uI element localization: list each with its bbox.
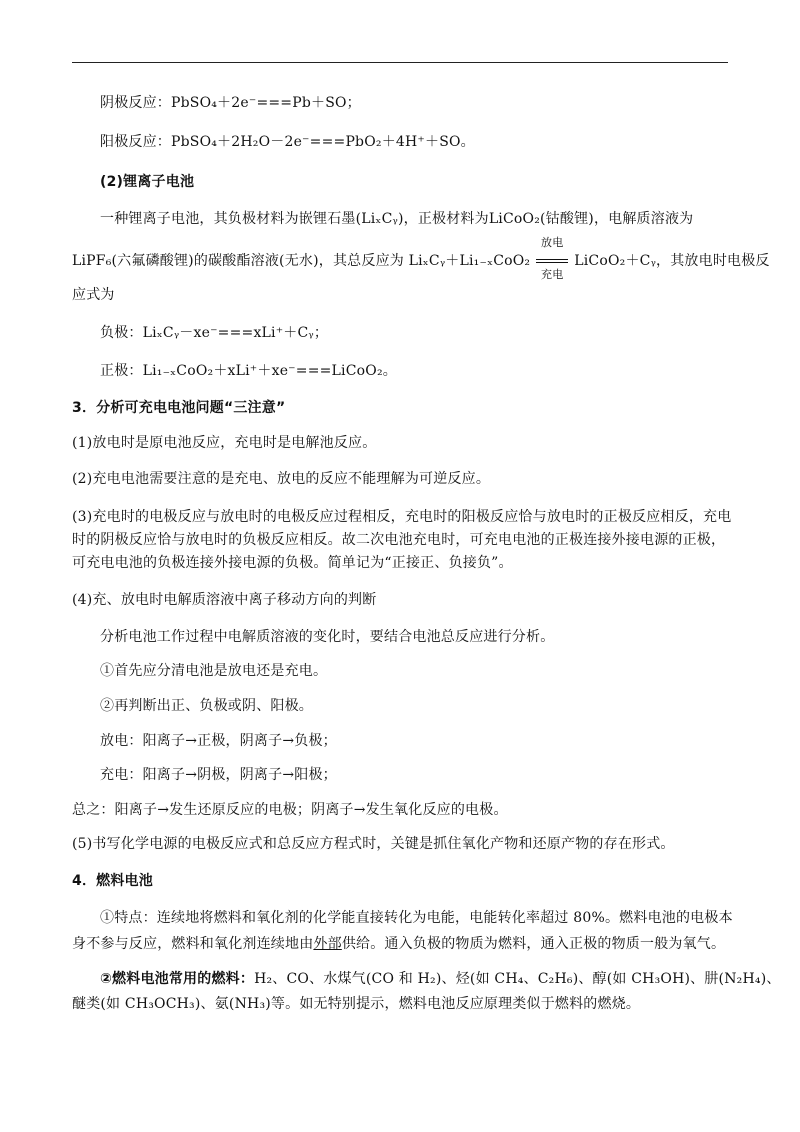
text-line: 可充电电池的负极连接外接电源的负极。简单记为“正接正、负接负”。 (72, 555, 513, 571)
text-line: 分析电池工作过程中电解质溶液的变化时，要结合电池总反应进行分析。 (100, 629, 555, 645)
header-rule (72, 62, 728, 63)
text-line: (5)书写化学电源的电极反应式和总反应方程式时，关键是抓住氧化产物和还原产物的存在形式。 (72, 836, 675, 852)
text-line: (3)充电时的电极反应与放电时的电极反应过程相反，充电时的阳极反应恰与放电时的正极反应相反，充电 (72, 509, 732, 525)
subheading: (2)锂离子电池 (100, 174, 195, 190)
arrow-label-bottom: 充电 (541, 268, 564, 281)
text-line: (4)充、放电时电解质溶液中离子移动方向的判断 (72, 592, 377, 608)
text-segment: 身不参与反应，燃料和氧化剂连续地由 (72, 936, 314, 952)
text-line: 放电：阳离子→正极，阴离子→负极； (100, 733, 337, 749)
bold-lead: ②燃料电池常用的燃料： (100, 971, 255, 987)
text-segment: LiCoO₂＋Cᵧ，其放电时电极反 (574, 253, 770, 269)
text-line: 总之：阳离子→发生还原反应的电极；阴离子→发生氧化反应的电极。 (72, 802, 508, 818)
section-heading: 3．分析可充电电池问题“三注意” (72, 400, 286, 416)
text-line: 正极：Li₁₋ₓCoO₂＋xLi⁺＋xe⁻===LiCoO₂。 (100, 363, 397, 379)
text-line: 应式为 (72, 287, 115, 303)
text-line: (1)放电时是原电池反应，充电时是电解池反应。 (72, 435, 377, 451)
reversible-arrow-icon (534, 236, 570, 281)
text-line: (2)充电电池需要注意的是充电、放电的反应不能理解为可逆反应。 (72, 471, 491, 487)
text-line: 负极：LiₓCᵧ－xe⁻===xLi⁺＋Cᵧ； (100, 325, 329, 341)
text-line (100, 969, 781, 989)
text-segment: H₂、CO、水煤气(CO 和 H₂)、烃(如 CH₄、C₂H₆)、醇(如 CH₃OH)、肼(N₂H₄)、 (254, 971, 781, 987)
text-line: ①特点：连续地将燃料和氧化剂的化学能直接转化为电能，电能转化率超过 80%。燃料电池的电极本 (100, 910, 733, 926)
text-line (72, 236, 770, 281)
text-line: ②再判断出正、负极或阴、阳极。 (100, 698, 313, 714)
section-heading: 4．燃料电池 (72, 873, 153, 889)
text-line: 阴极反应：PbSO₄＋2e⁻===Pb＋SO； (100, 95, 361, 111)
text-line: 醚类(如 CH₃OCH₃)、氨(NH₃)等。如无特别提示，燃料电池反应原理类似于燃料的燃烧。 (72, 996, 641, 1012)
text-line (72, 934, 732, 954)
text-line: ①首先应分清电池是放电还是充电。 (100, 663, 328, 679)
text-line: 一种锂离子电池，其负极材料为嵌锂石墨(LiₓCᵧ)，正极材料为LiCoO₂(钴酸锂)，电解质溶液为 (100, 211, 694, 227)
text-line: 充电：阳离子→阴极，阴离子→阳极； (100, 767, 337, 783)
text-segment: 供给。通入负极的物质为燃料，通入正极的物质一般为氧气。 (341, 936, 726, 952)
text-segment: LiPF₆(六氟磷酸锂)的碳酸酯溶液(无水)，其总反应为 LiₓCᵧ＋Li₁₋ₓCoO₂ (72, 253, 531, 269)
text-line: 阳极反应：PbSO₄＋2H₂O－2e⁻===PbO₂＋4H⁺＋SO。 (100, 134, 475, 150)
text-line: 时的阴极反应恰与放电时的负极反应相反。故二次电池充电时，可充电电池的正极连接外接电源的正极， (72, 532, 726, 548)
underlined-text: 外部 (313, 936, 342, 952)
arrow-label-top: 放电 (541, 236, 564, 249)
